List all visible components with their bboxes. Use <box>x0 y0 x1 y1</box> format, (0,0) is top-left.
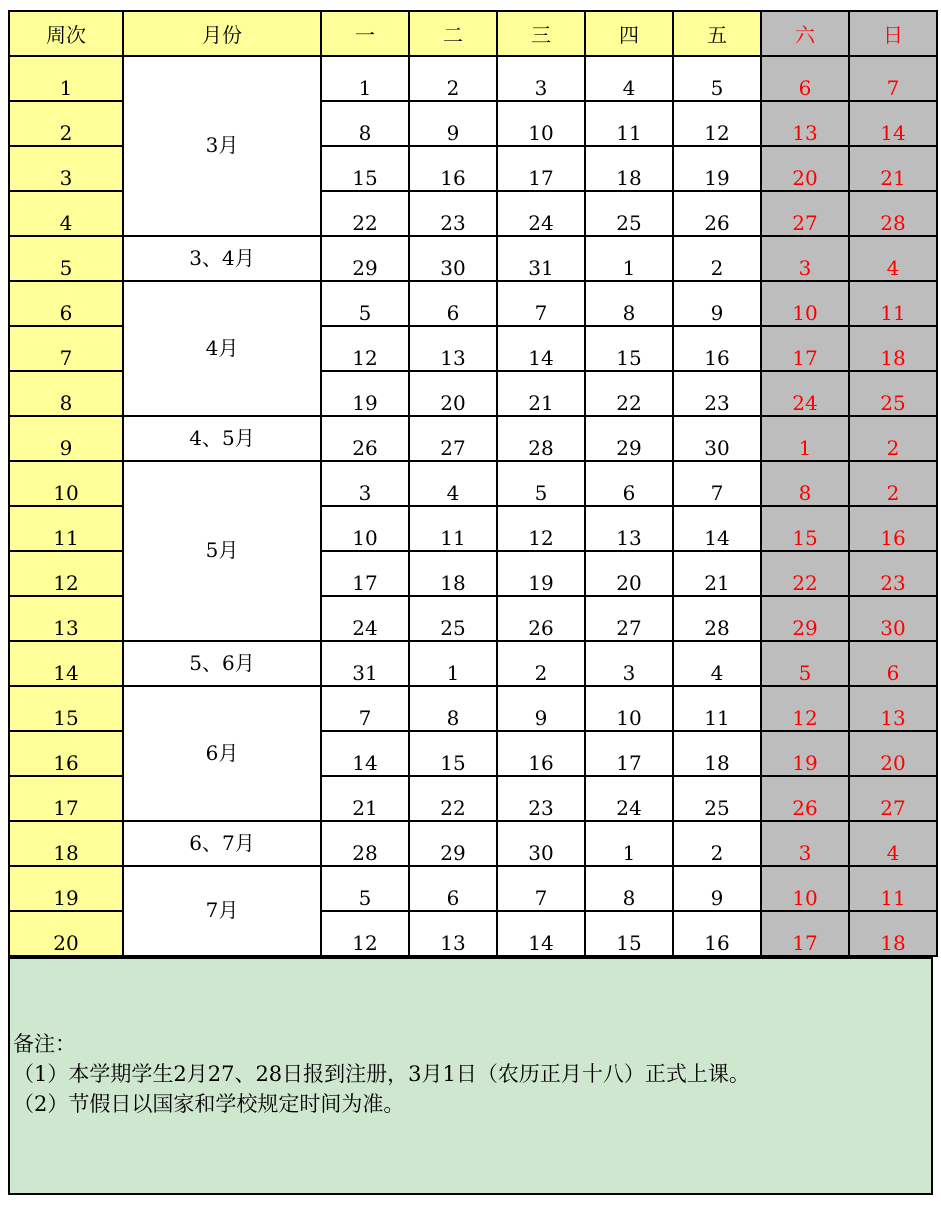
wednesday-date-cell: 16 <box>497 731 585 776</box>
wednesday-date-cell: 10 <box>497 101 585 146</box>
friday-date-cell: 16 <box>673 326 761 371</box>
sunday-date-cell: 6 <box>849 641 937 686</box>
thursday-date-cell: 20 <box>585 551 673 596</box>
wednesday-header: 三 <box>497 11 585 56</box>
week-row <box>9 641 937 686</box>
thursday-date-cell: 25 <box>585 191 673 236</box>
wednesday-date-cell: 7 <box>497 281 585 326</box>
sunday-date-cell: 4 <box>849 236 937 281</box>
friday-date-cell: 30 <box>673 416 761 461</box>
tuesday-date-cell: 29 <box>409 821 497 866</box>
monday-date-cell: 22 <box>321 191 409 236</box>
week-number-cell: 7 <box>9 326 123 371</box>
monday-date-cell: 29 <box>321 236 409 281</box>
monday-date-cell: 21 <box>321 776 409 821</box>
week-number-cell: 6 <box>9 281 123 326</box>
sunday-date-cell: 4 <box>849 821 937 866</box>
week-row <box>9 866 937 911</box>
saturday-date-cell: 3 <box>761 821 849 866</box>
thursday-date-cell: 17 <box>585 731 673 776</box>
saturday-date-cell: 5 <box>761 641 849 686</box>
week-number-cell: 8 <box>9 371 123 416</box>
monday-date-cell: 1 <box>321 56 409 101</box>
tuesday-date-cell: 8 <box>409 686 497 731</box>
monday-date-cell: 7 <box>321 686 409 731</box>
monday-date-cell: 19 <box>321 371 409 416</box>
month-cell: 5月 <box>123 461 321 641</box>
saturday-date-cell: 19 <box>761 731 849 776</box>
wednesday-date-cell: 9 <box>497 686 585 731</box>
thursday-date-cell: 1 <box>585 821 673 866</box>
friday-date-cell: 28 <box>673 596 761 641</box>
sunday-date-cell: 18 <box>849 911 937 956</box>
sunday-header: 日 <box>849 11 937 56</box>
wednesday-date-cell: 14 <box>497 326 585 371</box>
sunday-date-cell: 11 <box>849 281 937 326</box>
tuesday-date-cell: 2 <box>409 56 497 101</box>
wednesday-date-cell: 12 <box>497 506 585 551</box>
month-cell: 6、7月 <box>123 821 321 866</box>
wednesday-date-cell: 24 <box>497 191 585 236</box>
sunday-date-cell: 20 <box>849 731 937 776</box>
friday-date-cell: 9 <box>673 866 761 911</box>
sunday-date-cell: 23 <box>849 551 937 596</box>
wednesday-date-cell: 31 <box>497 236 585 281</box>
monday-date-cell: 14 <box>321 731 409 776</box>
tuesday-header: 二 <box>409 11 497 56</box>
tuesday-date-cell: 27 <box>409 416 497 461</box>
month-column-header: 月份 <box>123 11 321 56</box>
week-number-cell: 16 <box>9 731 123 776</box>
thursday-date-cell: 8 <box>585 281 673 326</box>
month-cell: 5、6月 <box>123 641 321 686</box>
header-row <box>9 11 937 56</box>
tuesday-date-cell: 23 <box>409 191 497 236</box>
friday-date-cell: 9 <box>673 281 761 326</box>
friday-date-cell: 23 <box>673 371 761 416</box>
tuesday-date-cell: 13 <box>409 911 497 956</box>
sunday-date-cell: 2 <box>849 461 937 506</box>
sunday-date-cell: 18 <box>849 326 937 371</box>
week-number-cell: 17 <box>9 776 123 821</box>
thursday-date-cell: 27 <box>585 596 673 641</box>
week-number-cell: 18 <box>9 821 123 866</box>
tuesday-date-cell: 25 <box>409 596 497 641</box>
saturday-date-cell: 15 <box>761 506 849 551</box>
friday-date-cell: 7 <box>673 461 761 506</box>
month-cell: 7月 <box>123 866 321 956</box>
tuesday-date-cell: 6 <box>409 281 497 326</box>
thursday-date-cell: 8 <box>585 866 673 911</box>
tuesday-date-cell: 16 <box>409 146 497 191</box>
thursday-date-cell: 13 <box>585 506 673 551</box>
wednesday-date-cell: 23 <box>497 776 585 821</box>
sunday-date-cell: 27 <box>849 776 937 821</box>
month-cell: 3月 <box>123 56 321 236</box>
friday-date-cell: 18 <box>673 731 761 776</box>
week-row <box>9 56 937 101</box>
week-row <box>9 821 937 866</box>
monday-date-cell: 5 <box>321 866 409 911</box>
monday-date-cell: 15 <box>321 146 409 191</box>
thursday-date-cell: 15 <box>585 911 673 956</box>
saturday-date-cell: 3 <box>761 236 849 281</box>
monday-date-cell: 17 <box>321 551 409 596</box>
monday-date-cell: 12 <box>321 326 409 371</box>
saturday-date-cell: 29 <box>761 596 849 641</box>
saturday-date-cell: 17 <box>761 911 849 956</box>
friday-date-cell: 21 <box>673 551 761 596</box>
saturday-date-cell: 8 <box>761 461 849 506</box>
wednesday-date-cell: 17 <box>497 146 585 191</box>
thursday-header: 四 <box>585 11 673 56</box>
thursday-date-cell: 4 <box>585 56 673 101</box>
monday-date-cell: 12 <box>321 911 409 956</box>
week-row <box>9 416 937 461</box>
monday-date-cell: 28 <box>321 821 409 866</box>
sunday-date-cell: 28 <box>849 191 937 236</box>
week-number-cell: 20 <box>9 911 123 956</box>
tuesday-date-cell: 18 <box>409 551 497 596</box>
friday-header: 五 <box>673 11 761 56</box>
saturday-date-cell: 6 <box>761 56 849 101</box>
week-number-cell: 14 <box>9 641 123 686</box>
thursday-date-cell: 3 <box>585 641 673 686</box>
wednesday-date-cell: 26 <box>497 596 585 641</box>
monday-date-cell: 5 <box>321 281 409 326</box>
tuesday-date-cell: 9 <box>409 101 497 146</box>
saturday-date-cell: 1 <box>761 416 849 461</box>
sunday-date-cell: 30 <box>849 596 937 641</box>
wednesday-date-cell: 14 <box>497 911 585 956</box>
tuesday-date-cell: 22 <box>409 776 497 821</box>
tuesday-date-cell: 11 <box>409 506 497 551</box>
monday-date-cell: 26 <box>321 416 409 461</box>
tuesday-date-cell: 15 <box>409 731 497 776</box>
note-line-1: （1）本学期学生2月27、28日报到注册，3月1日（农历正月十八）正式上课。 <box>13 1062 750 1086</box>
tuesday-date-cell: 20 <box>409 371 497 416</box>
week-number-cell: 3 <box>9 146 123 191</box>
friday-date-cell: 19 <box>673 146 761 191</box>
sunday-date-cell: 11 <box>849 866 937 911</box>
monday-date-cell: 10 <box>321 506 409 551</box>
thursday-date-cell: 11 <box>585 101 673 146</box>
thursday-date-cell: 10 <box>585 686 673 731</box>
tuesday-date-cell: 1 <box>409 641 497 686</box>
friday-date-cell: 5 <box>673 56 761 101</box>
week-row <box>9 281 937 326</box>
sunday-date-cell: 21 <box>849 146 937 191</box>
monday-date-cell: 31 <box>321 641 409 686</box>
thursday-date-cell: 15 <box>585 326 673 371</box>
wednesday-date-cell: 5 <box>497 461 585 506</box>
week-number-cell: 5 <box>9 236 123 281</box>
tuesday-date-cell: 30 <box>409 236 497 281</box>
calendar-body <box>9 56 937 956</box>
wednesday-date-cell: 21 <box>497 371 585 416</box>
tuesday-date-cell: 4 <box>409 461 497 506</box>
thursday-date-cell: 6 <box>585 461 673 506</box>
month-cell: 6月 <box>123 686 321 821</box>
saturday-date-cell: 24 <box>761 371 849 416</box>
week-row <box>9 236 937 281</box>
month-cell: 3、4月 <box>123 236 321 281</box>
wednesday-date-cell: 30 <box>497 821 585 866</box>
week-number-cell: 4 <box>9 191 123 236</box>
wednesday-date-cell: 3 <box>497 56 585 101</box>
monday-date-cell: 24 <box>321 596 409 641</box>
saturday-date-cell: 13 <box>761 101 849 146</box>
sunday-date-cell: 13 <box>849 686 937 731</box>
friday-date-cell: 11 <box>673 686 761 731</box>
week-number-cell: 10 <box>9 461 123 506</box>
notes-panel <box>8 957 933 1195</box>
saturday-date-cell: 12 <box>761 686 849 731</box>
thursday-date-cell: 24 <box>585 776 673 821</box>
semester-calendar-table <box>8 10 938 957</box>
friday-date-cell: 4 <box>673 641 761 686</box>
monday-date-cell: 8 <box>321 101 409 146</box>
note-line-2: （2）节假日以国家和学校规定时间为准。 <box>13 1092 405 1116</box>
saturday-header: 六 <box>761 11 849 56</box>
saturday-date-cell: 22 <box>761 551 849 596</box>
saturday-date-cell: 17 <box>761 326 849 371</box>
wednesday-date-cell: 2 <box>497 641 585 686</box>
thursday-date-cell: 29 <box>585 416 673 461</box>
wednesday-date-cell: 28 <box>497 416 585 461</box>
saturday-date-cell: 10 <box>761 866 849 911</box>
week-number-cell: 15 <box>9 686 123 731</box>
friday-date-cell: 26 <box>673 191 761 236</box>
friday-date-cell: 25 <box>673 776 761 821</box>
week-number-cell: 11 <box>9 506 123 551</box>
sunday-date-cell: 2 <box>849 416 937 461</box>
week-number-cell: 9 <box>9 416 123 461</box>
saturday-date-cell: 20 <box>761 146 849 191</box>
wednesday-date-cell: 7 <box>497 866 585 911</box>
thursday-date-cell: 18 <box>585 146 673 191</box>
friday-date-cell: 14 <box>673 506 761 551</box>
friday-date-cell: 12 <box>673 101 761 146</box>
week-row <box>9 461 937 506</box>
thursday-date-cell: 1 <box>585 236 673 281</box>
week-row <box>9 686 937 731</box>
sunday-date-cell: 25 <box>849 371 937 416</box>
week-number-cell: 2 <box>9 101 123 146</box>
saturday-date-cell: 10 <box>761 281 849 326</box>
saturday-date-cell: 26 <box>761 776 849 821</box>
month-cell: 4、5月 <box>123 416 321 461</box>
week-number-cell: 19 <box>9 866 123 911</box>
tuesday-date-cell: 6 <box>409 866 497 911</box>
notes-title: 备注： <box>13 1032 76 1056</box>
friday-date-cell: 16 <box>673 911 761 956</box>
tuesday-date-cell: 13 <box>409 326 497 371</box>
week-number-cell: 13 <box>9 596 123 641</box>
week-column-header: 周次 <box>9 11 123 56</box>
week-number-cell: 1 <box>9 56 123 101</box>
sunday-date-cell: 14 <box>849 101 937 146</box>
thursday-date-cell: 22 <box>585 371 673 416</box>
friday-date-cell: 2 <box>673 821 761 866</box>
sunday-date-cell: 7 <box>849 56 937 101</box>
month-cell: 4月 <box>123 281 321 416</box>
wednesday-date-cell: 19 <box>497 551 585 596</box>
friday-date-cell: 2 <box>673 236 761 281</box>
sunday-date-cell: 16 <box>849 506 937 551</box>
monday-header: 一 <box>321 11 409 56</box>
week-number-cell: 12 <box>9 551 123 596</box>
monday-date-cell: 3 <box>321 461 409 506</box>
saturday-date-cell: 27 <box>761 191 849 236</box>
